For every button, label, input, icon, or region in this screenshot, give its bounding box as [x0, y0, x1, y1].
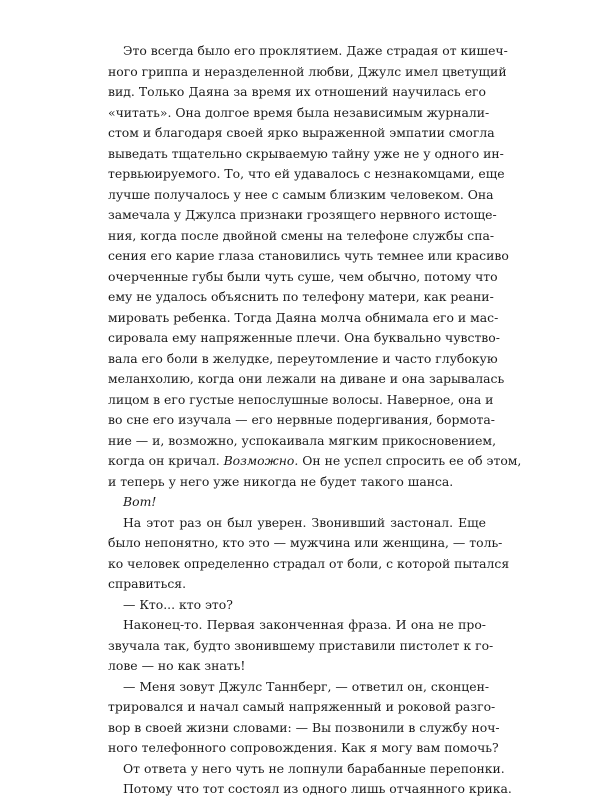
text-run: лове — но как знать!	[108, 658, 246, 673]
text-line	[108, 390, 494, 411]
text-line	[108, 472, 486, 493]
paragraph	[108, 595, 486, 616]
text-line	[108, 308, 499, 329]
text-line	[108, 267, 498, 288]
text-line	[108, 656, 486, 677]
text-run: и теперь у него уже никогда не будет такого шанса.	[108, 473, 454, 489]
text-body	[108, 41, 522, 800]
text-line	[108, 205, 497, 226]
text-run: справиться.	[108, 576, 187, 591]
italic-text: Вот!	[123, 494, 157, 509]
text-run: тервьюируемого. То, что ей удавалось с незнакомцами, еще	[108, 166, 505, 181]
text-line	[108, 246, 509, 267]
text-line	[108, 144, 504, 165]
text-run: сения его карие глаза становились чуть темнее или красиво	[108, 248, 509, 263]
text-line	[108, 759, 505, 780]
text-line	[108, 697, 496, 718]
text-run: мировать ребенка. Тогда Даяна молча обнимала его и мас-	[108, 309, 499, 325]
text-line	[108, 287, 494, 308]
text-line	[108, 164, 505, 185]
text-line	[108, 369, 505, 390]
text-line	[108, 779, 512, 800]
text-run: «читать». Она долгое время была независимым журнали-	[108, 104, 490, 120]
text-line	[108, 123, 495, 144]
text-run: очерченные губы были чуть суше, чем обычно, потому что	[108, 268, 498, 284]
text-run: выведать тщательно скрываемую тайну уже не у одного ин-	[108, 145, 504, 161]
text-run: — Кто... кто это?	[123, 596, 233, 612]
paragraph	[108, 759, 505, 780]
paragraph	[108, 492, 486, 513]
text-line	[108, 62, 507, 83]
text-line	[108, 82, 486, 103]
text-run: ко человек определенно страдал от боли, с которой пытался	[108, 555, 510, 571]
text-line	[108, 103, 490, 124]
text-run: От ответа у него чуть не лопнули барабанные перепонки.	[123, 760, 505, 776]
text-line	[108, 492, 486, 513]
text-run: ного гриппа и неразделенной любви, Джулс имел цветущий	[108, 63, 507, 79]
paragraph	[108, 513, 510, 595]
text-run: вор в своей жизни словами: — Вы позвонили в службу ноч-	[108, 719, 500, 735]
text-run: сировала ему напряженные плечи. Она буквально чувство-	[108, 330, 500, 345]
text-run: когда он кричал.	[108, 453, 224, 468]
text-line	[108, 431, 497, 452]
text-line	[108, 185, 494, 206]
text-run: было непонятно, кто это — мужчина или женщина, — толь-	[108, 535, 503, 550]
text-run: вид. Только Даяна за время их отношений научилась его	[108, 84, 486, 99]
text-run: ния, когда после двойной смены на телефоне службы спа-	[108, 227, 495, 243]
paragraph	[108, 41, 522, 492]
text-line	[108, 636, 494, 657]
text-line	[108, 595, 486, 616]
text-run: ного телефонного сопровождения. Как я могу вам помочь?	[108, 740, 499, 755]
text-line	[108, 574, 486, 595]
text-run: ему не удалось объяснить по телефону матери, как реани-	[108, 289, 494, 304]
text-run: — Меня зовут Джулс Таннберг, — ответил он, сконцен-	[123, 678, 490, 694]
text-run: меланхолию, когда они лежали на диване и она зарывалась	[108, 371, 505, 386]
text-line	[108, 451, 522, 472]
text-line	[108, 349, 498, 370]
text-line	[108, 677, 490, 698]
italic-text: Возможно.	[223, 453, 299, 468]
paragraph	[108, 615, 494, 677]
text-run: звучала так, будто звонившему приставили пистолет к го-	[108, 637, 494, 653]
paragraph	[108, 677, 500, 759]
text-run: ние — и, возможно, успокаивала мягким прикосновением,	[108, 432, 497, 448]
text-run: трировался и начал самый напряженный и роковой разго-	[108, 699, 496, 714]
text-run: Он не успел спросить ее об этом,	[298, 453, 522, 468]
text-line	[108, 554, 510, 575]
text-line	[108, 533, 503, 554]
text-run: стом и благодаря своей ярко выраженной эмпатии смогла	[108, 125, 495, 140]
text-run: На этот раз он был уверен. Звонивший застонал. Еще	[123, 514, 486, 530]
text-run: Потому что тот состоял из одного лишь отчаянного крика.	[123, 781, 512, 796]
text-line	[108, 410, 495, 431]
text-line	[108, 738, 499, 759]
text-run: во сне его изучала — его нервные подергивания, бормота-	[108, 412, 495, 427]
text-line	[108, 328, 500, 349]
text-run: Наконец-то. Первая законченная фраза. И она не про-	[123, 617, 486, 632]
text-line	[108, 226, 495, 247]
text-run: лучше получалось у нее с самым близким человеком. Она	[108, 186, 494, 202]
text-run: лицом в его густые непослушные волосы. Наверное, она и	[108, 391, 494, 407]
text-line	[108, 718, 500, 739]
paragraph	[108, 779, 512, 800]
text-line	[108, 615, 486, 636]
text-run: вала его боли в желудке, переутомление и часто глубокую	[108, 350, 498, 366]
text-line	[108, 513, 486, 534]
text-run: Это всегда было его проклятием. Даже страдая от кишеч-	[123, 43, 508, 58]
text-line	[108, 41, 508, 62]
text-run: замечала у Джулса признаки грозящего нервного истоще-	[108, 207, 497, 222]
